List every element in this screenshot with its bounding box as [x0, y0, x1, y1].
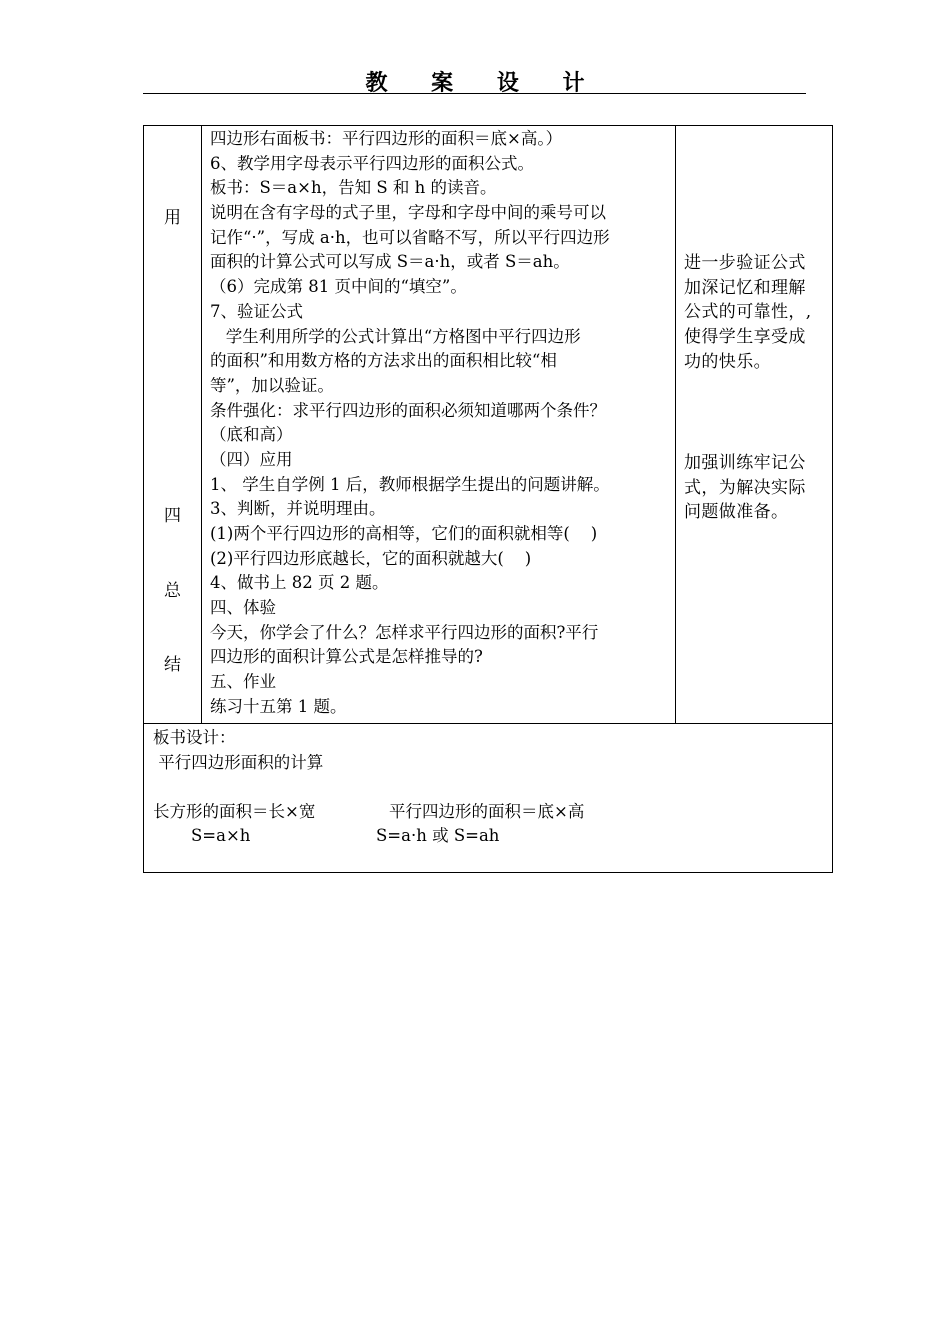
note-line: 加强训练牢记公 [684, 453, 806, 473]
row-divider [144, 723, 832, 724]
note-line: 公式的可靠性，, [684, 302, 812, 323]
left-column-char: 结 [164, 655, 181, 675]
board-design [153, 726, 823, 849]
column-divider-left [201, 126, 202, 723]
board-formula-row [153, 800, 823, 825]
content-line: 学生利用所学的公式计算出“方格图中平行四边形 [210, 326, 581, 346]
note-line: 加深记忆和理解 [684, 277, 806, 298]
left-column-char: 用 [164, 208, 181, 228]
teaching-note-verify [684, 251, 832, 374]
note-line: 问题做准备。 [684, 502, 789, 523]
column-divider-right [675, 126, 676, 723]
content-line: （四）应用 [210, 449, 293, 469]
board-design-title: 平行四边形面积的计算 [153, 752, 324, 772]
content-line: 四边形的面积计算公式是怎样推导的? [210, 647, 483, 667]
content-line: 面积的计算公式可以写成 S＝a·h，或者 S＝ah。 [210, 252, 570, 272]
board-formula-right: 平行四边形的面积＝底×高 [389, 801, 585, 821]
lesson-content [210, 127, 672, 720]
content-line: (1)两个平行四边形的高相等，它们的面积就相等( ) [210, 524, 598, 543]
board-symbol-row [153, 824, 823, 849]
content-line: (2)平行四边形底越长，它的面积就越大( ) [210, 548, 532, 568]
content-line: （6）完成第 81 页中间的“填空”。 [210, 277, 467, 297]
content-line: 说明在含有字母的式子里，字母和字母中间的乘号可以 [210, 203, 606, 223]
left-column-char: 总 [164, 581, 181, 601]
content-line: 1、 学生自学例 1 后，教师根据学生提出的问题讲解。 [210, 474, 610, 494]
content-line: 的面积”和用数方格的方法求出的面积相比较“相 [210, 351, 557, 371]
teaching-note-practice [684, 451, 832, 525]
content-line: 五、作业 [210, 672, 276, 692]
content-line: 6、教学用字母表示平行四边形的面积公式。 [210, 153, 534, 173]
note-line: 功的快乐。 [684, 351, 771, 372]
content-line: 四边形右面板书：平行四边形的面积＝底×高。） [210, 129, 563, 148]
board-symbol-right: S=a·h 或 S=ah [376, 826, 500, 845]
left-column-char: 四 [164, 506, 181, 526]
lesson-table [143, 125, 833, 873]
note-line: 式，为解决实际 [684, 477, 806, 498]
content-line: 条件强化：求平行四边形的面积必须知道哪两个条件？ [210, 400, 606, 420]
header-rule [143, 93, 806, 94]
board-formula-left: 长方形的面积＝长×宽 [153, 801, 316, 821]
content-line: 等”，加以验证。 [210, 375, 334, 395]
note-line: 使得学生享受成 [684, 327, 806, 348]
content-line: 板书：S＝a×h，告知 S 和 h 的读音。 [210, 178, 497, 198]
board-design-label: 板书设计： [153, 728, 236, 747]
content-line: 练习十五第 1 题。 [210, 696, 347, 716]
content-line: 4、做书上 82 页 2 题。 [210, 573, 389, 593]
content-line: 今天，你学会了什么？怎样求平行四边形的面积?平行 [210, 622, 599, 642]
content-line: 记作“·”，写成 a·h，也可以省略不写，所以平行四边形 [210, 227, 610, 247]
content-line: （底和高） [210, 425, 293, 445]
board-symbol-left: S=a×h [191, 826, 251, 845]
page-title: 教 案 设 计 [365, 70, 603, 96]
note-line: 进一步验证公式 [684, 253, 806, 273]
content-line: 7、验证公式 [210, 301, 303, 321]
content-line: 四、体验 [210, 598, 276, 618]
content-line: 3、判断，并说明理由。 [210, 499, 386, 519]
